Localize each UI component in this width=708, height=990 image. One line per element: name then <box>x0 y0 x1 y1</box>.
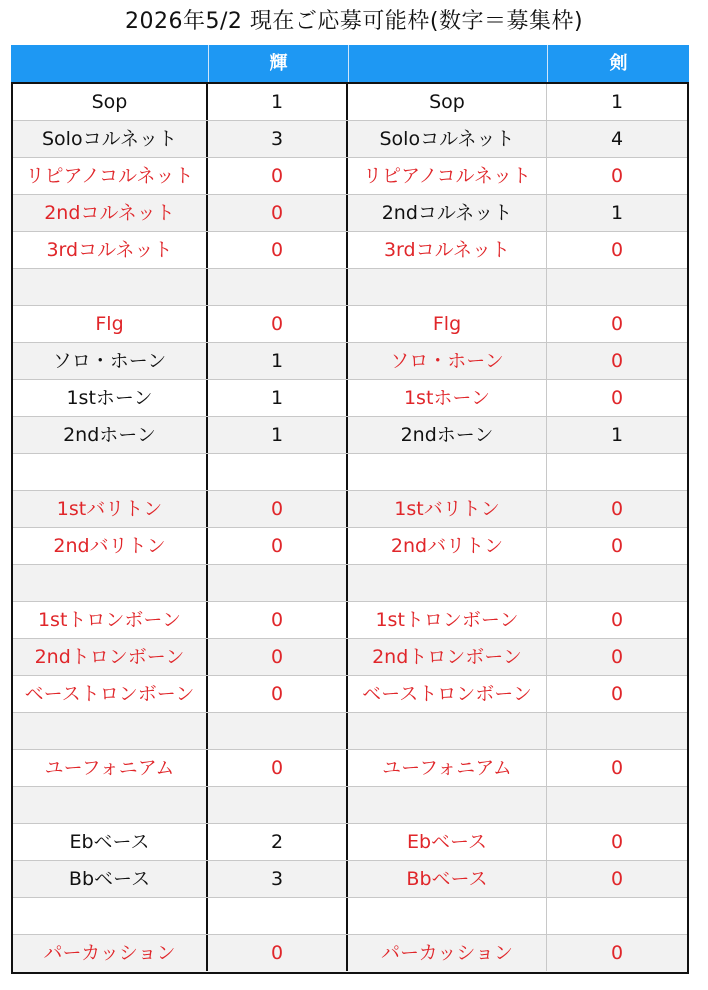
table-row <box>13 121 687 158</box>
table-row <box>13 380 687 417</box>
tsurugi-count-cell <box>547 269 687 305</box>
kagayaki-part-cell <box>13 713 208 749</box>
kagayaki-part-cell <box>13 565 208 601</box>
tsurugi-count-cell: 0 <box>610 868 624 890</box>
table-row <box>13 935 687 972</box>
kagayaki-count-cell <box>208 454 348 490</box>
kagayaki-count-cell: 0 <box>208 676 348 712</box>
tsurugi-part-cell: ユーフォニアム <box>348 750 547 786</box>
tsurugi-count-cell: 0 <box>610 165 624 187</box>
tsurugi-part-cell: 2ndバリトン <box>348 528 547 564</box>
table-row <box>13 639 687 676</box>
table-row <box>13 306 687 343</box>
table-row <box>13 158 687 195</box>
kagayaki-part-cell <box>13 454 208 490</box>
table-row <box>13 565 687 602</box>
kagayaki-count-cell: 1 <box>208 417 348 453</box>
tsurugi-count-cell <box>547 787 687 823</box>
tsurugi-count-cell: 1 <box>610 91 624 113</box>
kagayaki-count-cell: 1 <box>208 380 348 416</box>
kagayaki-part-cell <box>13 269 208 305</box>
tsurugi-part-cell: パーカッション <box>348 935 547 971</box>
table-row <box>13 713 687 750</box>
kagayaki-part-cell: 1stホーン <box>13 380 208 416</box>
tsurugi-count-cell: 4 <box>610 128 624 150</box>
kagayaki-count-cell: 0 <box>208 750 348 786</box>
kagayaki-part-cell: Bbベース <box>13 861 208 897</box>
recruitment-table <box>11 45 689 974</box>
kagayaki-count-cell: 1 <box>208 343 348 379</box>
tsurugi-part-cell <box>348 269 547 305</box>
table-row <box>13 195 687 232</box>
tsurugi-count-cell: 1 <box>610 424 624 446</box>
tsurugi-part-cell: 2ndトロンボーン <box>348 639 547 675</box>
table-row <box>13 602 687 639</box>
tsurugi-count-cell: 0 <box>610 498 624 520</box>
tsurugi-count-cell <box>547 454 687 490</box>
tsurugi-count-cell: 0 <box>610 535 624 557</box>
kagayaki-count-cell: 0 <box>208 232 348 268</box>
kagayaki-count-cell: 0 <box>208 935 348 971</box>
tsurugi-part-cell: ソロ・ホーン <box>348 343 547 379</box>
tsurugi-count-cell: 0 <box>610 942 624 964</box>
header-band-kagayaki: 輝 <box>208 45 348 82</box>
tsurugi-count-cell: 0 <box>610 757 624 779</box>
tsurugi-part-cell: 2ndホーン <box>348 417 547 453</box>
tsurugi-part-cell <box>348 787 547 823</box>
tsurugi-part-cell <box>348 565 547 601</box>
kagayaki-part-cell: Flg <box>13 306 208 342</box>
table-header <box>11 45 689 82</box>
table-row <box>13 898 687 935</box>
tsurugi-count-cell: 0 <box>610 683 624 705</box>
kagayaki-count-cell: 0 <box>208 528 348 564</box>
tsurugi-part-cell: 1stホーン <box>348 380 547 416</box>
kagayaki-part-cell: 2ndコルネット <box>13 195 208 231</box>
tsurugi-part-cell: 1stトロンボーン <box>348 602 547 638</box>
table-body <box>11 82 689 974</box>
tsurugi-count-cell <box>547 565 687 601</box>
kagayaki-part-cell: 2ndバリトン <box>13 528 208 564</box>
header-band-tsurugi: 剣 <box>547 45 689 82</box>
kagayaki-count-cell <box>208 787 348 823</box>
table-row <box>13 269 687 306</box>
kagayaki-part-cell <box>13 787 208 823</box>
kagayaki-part-cell: 1stトロンボーン <box>13 602 208 638</box>
kagayaki-part-cell: 2ndトロンボーン <box>13 639 208 675</box>
kagayaki-part-cell: Ebベース <box>13 824 208 860</box>
tsurugi-part-cell <box>348 713 547 749</box>
kagayaki-part-cell: リピアノコルネット <box>13 158 208 194</box>
kagayaki-part-cell: Soloコルネット <box>13 121 208 157</box>
tsurugi-part-cell: 2ndコルネット <box>348 195 547 231</box>
tsurugi-part-cell: Soloコルネット <box>348 121 547 157</box>
tsurugi-part-cell: Bbベース <box>348 861 547 897</box>
kagayaki-part-cell: パーカッション <box>13 935 208 971</box>
tsurugi-part-cell: Flg <box>348 306 547 342</box>
tsurugi-count-cell: 0 <box>610 387 624 409</box>
kagayaki-part-cell: 1stバリトン <box>13 491 208 527</box>
table-row <box>13 232 687 269</box>
kagayaki-count-cell: 0 <box>208 639 348 675</box>
tsurugi-count-cell: 0 <box>610 313 624 335</box>
tsurugi-count-cell: 0 <box>610 609 624 631</box>
table-row <box>13 750 687 787</box>
table-row <box>13 417 687 454</box>
kagayaki-part-cell <box>13 898 208 934</box>
kagayaki-count-cell <box>208 713 348 749</box>
kagayaki-part-cell: ソロ・ホーン <box>13 343 208 379</box>
kagayaki-count-cell: 0 <box>208 195 348 231</box>
tsurugi-part-cell: 3rdコルネット <box>348 232 547 268</box>
kagayaki-part-cell: 2ndホーン <box>13 417 208 453</box>
tsurugi-count-cell <box>547 898 687 934</box>
kagayaki-count-cell <box>208 898 348 934</box>
table-row <box>13 528 687 565</box>
kagayaki-count-cell: 2 <box>208 824 348 860</box>
kagayaki-part-cell: 3rdコルネット <box>13 232 208 268</box>
tsurugi-part-cell: 1stバリトン <box>348 491 547 527</box>
tsurugi-part-cell: ベーストロンボーン <box>348 676 547 712</box>
table-row <box>13 787 687 824</box>
tsurugi-count-cell <box>547 713 687 749</box>
kagayaki-count-cell: 0 <box>208 158 348 194</box>
header-part-column-right <box>348 45 547 82</box>
kagayaki-part-cell: ベーストロンボーン <box>13 676 208 712</box>
tsurugi-part-cell: Ebベース <box>348 824 547 860</box>
table-row <box>13 824 687 861</box>
kagayaki-count-cell: 0 <box>208 602 348 638</box>
table-row <box>13 454 687 491</box>
tsurugi-part-cell: リピアノコルネット <box>348 158 547 194</box>
tsurugi-part-cell <box>348 454 547 490</box>
page-title: 2026年5/2 現在ご応募可能枠(数字＝募集枠) <box>124 9 584 34</box>
kagayaki-count-cell: 0 <box>208 306 348 342</box>
kagayaki-part-cell: ユーフォニアム <box>13 750 208 786</box>
kagayaki-count-cell <box>208 269 348 305</box>
kagayaki-count-cell: 0 <box>208 491 348 527</box>
tsurugi-count-cell: 0 <box>610 350 624 372</box>
kagayaki-count-cell <box>208 565 348 601</box>
table-row <box>13 861 687 898</box>
table-row <box>13 84 687 121</box>
kagayaki-count-cell: 3 <box>208 861 348 897</box>
kagayaki-part-cell: Sop <box>13 84 208 120</box>
table-row <box>13 676 687 713</box>
tsurugi-count-cell: 0 <box>610 239 624 261</box>
tsurugi-part-cell: Sop <box>348 84 547 120</box>
tsurugi-part-cell <box>348 898 547 934</box>
table-row <box>13 491 687 528</box>
header-part-column-left <box>11 45 208 82</box>
tsurugi-count-cell: 0 <box>610 646 624 668</box>
tsurugi-count-cell: 0 <box>610 831 624 853</box>
table-row <box>13 343 687 380</box>
kagayaki-count-cell: 1 <box>208 84 348 120</box>
tsurugi-count-cell: 1 <box>610 202 624 224</box>
kagayaki-count-cell: 3 <box>208 121 348 157</box>
